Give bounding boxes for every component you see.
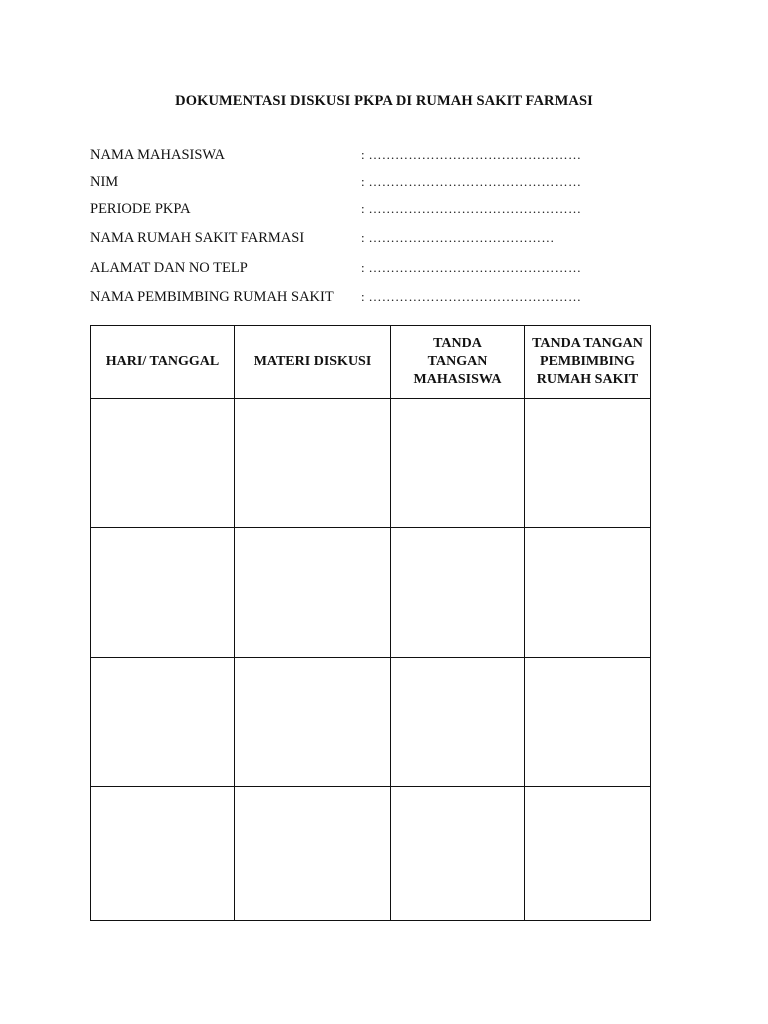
discussion-table [90,325,651,921]
table-header-row [91,326,651,399]
table-cell[interactable] [525,399,651,528]
field-value: : ………………………………………… [361,201,582,216]
table-cell[interactable] [391,657,525,786]
field-nim [90,174,650,194]
table-cell[interactable] [235,787,391,921]
field-nama-pembimbing [90,289,650,309]
table-cell[interactable] [525,657,651,786]
table-row [91,528,651,657]
field-value: : ………………………………………… [361,147,582,162]
field-periode-pkpa [90,201,650,221]
field-label: NAMA PEMBIMBING RUMAH SAKIT [90,289,334,305]
table-cell[interactable] [235,657,391,786]
field-label: NIM [90,174,119,190]
header-ttd-pembimbing-label: TANDA TANGAN PEMBIMBING RUMAH SAKIT [532,336,643,387]
header-ttd-mahasiswa-label: TANDA TANGAN MAHASISWA [413,336,502,387]
header-hari-tanggal: HARI/ TANGGAL [91,326,235,399]
table-cell[interactable] [525,528,651,657]
field-alamat-telp [90,260,650,280]
field-label: PERIODE PKPA [90,201,191,217]
field-nama-mahasiswa [90,147,650,167]
page-title: DOKUMENTASI DISKUSI PKPA DI RUMAH SAKIT FARMASI [175,93,593,109]
field-nama-rumah-sakit [90,230,650,250]
header-materi-diskusi: MATERI DISKUSI [235,326,391,399]
table-cell[interactable] [391,787,525,921]
table-row [91,657,651,786]
table-cell[interactable] [91,399,235,528]
table-cell[interactable] [91,787,235,921]
table-row [91,787,651,921]
field-value: : ………………………………………… [361,174,582,189]
field-label: NAMA RUMAH SAKIT FARMASI [90,230,305,246]
field-value: : …………………………………… [361,230,555,245]
table-cell[interactable] [91,528,235,657]
header-ttd-mahasiswa [391,326,525,399]
table-cell[interactable] [235,399,391,528]
table-row [91,399,651,528]
table-cell[interactable] [391,399,525,528]
table-cell[interactable] [525,787,651,921]
field-value: : ………………………………………… [361,260,582,275]
table-cell[interactable] [91,657,235,786]
header-ttd-pembimbing [525,326,651,399]
field-label: NAMA MAHASISWA [90,147,225,163]
field-value: : ………………………………………… [361,289,582,304]
field-label: ALAMAT DAN NO TELP [90,260,248,276]
table-cell[interactable] [235,528,391,657]
table-cell[interactable] [391,528,525,657]
